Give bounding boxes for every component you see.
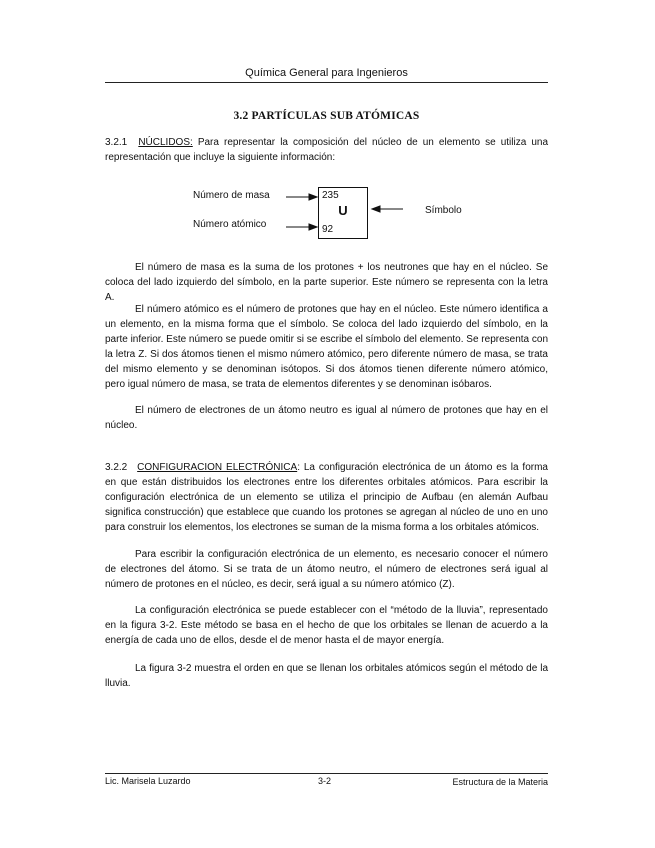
nuclidos-heading: NÚCLIDOS: (138, 137, 193, 148)
symbol-label: Símbolo (425, 205, 462, 216)
nuclide-box (318, 187, 368, 239)
nuclidos-text: Para representar la composición del núcleo de un elemento se utiliza una representación que incluye la siguiente información: (105, 137, 549, 163)
section-title: 3.2 PARTÍCULAS SUB ATÓMICAS (233, 110, 420, 122)
figure-reference-paragraph: La figura 3-2 muestra el orden en que se llenan los orbitales atómicos según el método de la lluvia. (105, 663, 548, 689)
config-paragraph (105, 460, 548, 535)
atomic-number-paragraph: El número atómico es el número de protones que hay en el núcleo. Este número identifica a un elemento, en la misma forma que el símbolo. Se coloca del lado izquierdo del símbolo, en la parte inferior. Este número se puede omitir si se escribe el símbolo del elemento. Se representa con la letra Z. Si dos átomos tienen el mismo número atómico, pero diferente número de masa, se trata del mismo elemento y se denominan isótopos. Si dos átomos tienen diferente número atómico, pero igual número de masa, se trata de elementos diferentes y se denominan isóbaros. (105, 304, 549, 390)
rain-method-paragraph: La configuración electrónica se puede establecer con el “método de la lluvia”, representado en la figura 3-2. Este método se basa en el hecho de que los orbitales se llenan de acuerdo a la energía de cada uno de ellos, desde el de menor hasta el de mayor energía. (105, 605, 548, 646)
footer-author: Lic. Marisela Luzardo (105, 776, 191, 786)
header-title: Química General para Ingenieros (245, 67, 408, 79)
mass-number-value: 235 (322, 190, 339, 201)
mass-number-paragraph: El número de masa es la suma de los protones + los neutrones que hay en el núcleo. Se coloca del lado izquierdo del símbolo, en la parte superior. Este número se representa con la letra A. (105, 262, 548, 303)
config-number: 3.2.2 (105, 462, 128, 473)
config-electrons-paragraph: Para escribir la configuración electrónica de un elemento, es necesario conocer el número de electrones del átomo. Si se trata de un átomo neutro, el número de electrones será igual al número de protones en el núcleo, es decir, será igual a su número atómico (Z). (105, 549, 548, 590)
config-heading: CONFIGURACION ELECTRÓNICA (137, 462, 298, 473)
nuclide-diagram (0, 0, 655, 260)
element-symbol: U (338, 203, 348, 218)
atomic-number-label: Número atómico (193, 219, 267, 230)
atomic-number-value: 92 (322, 224, 334, 235)
mass-number-label: Número de masa (193, 190, 270, 201)
footer-chapter: Estructura de la Materia (452, 777, 548, 787)
electrons-paragraph: El número de electrones de un átomo neutro es igual al número de protones que hay en el núcleo. (105, 405, 548, 431)
page-number: 3-2 (318, 776, 332, 786)
footer-rule (105, 773, 548, 774)
config-text: : La configuración electrónica de un átomo es la forma en que están distribuidos los electrones entre los diferentes orbitales atómicos. Para escribir la configuración electrónica de un elemento se utiliza el principio de Aufbau (en alemán Aufbau significa construcción) que establece que cuando los protones se agregan al núcleo de uno en uno para construir los elementos, los electrones se suman de la misma forma a los orbitales atómicos. (105, 462, 548, 533)
nuclidos-number: 3.2.1 (105, 137, 128, 148)
